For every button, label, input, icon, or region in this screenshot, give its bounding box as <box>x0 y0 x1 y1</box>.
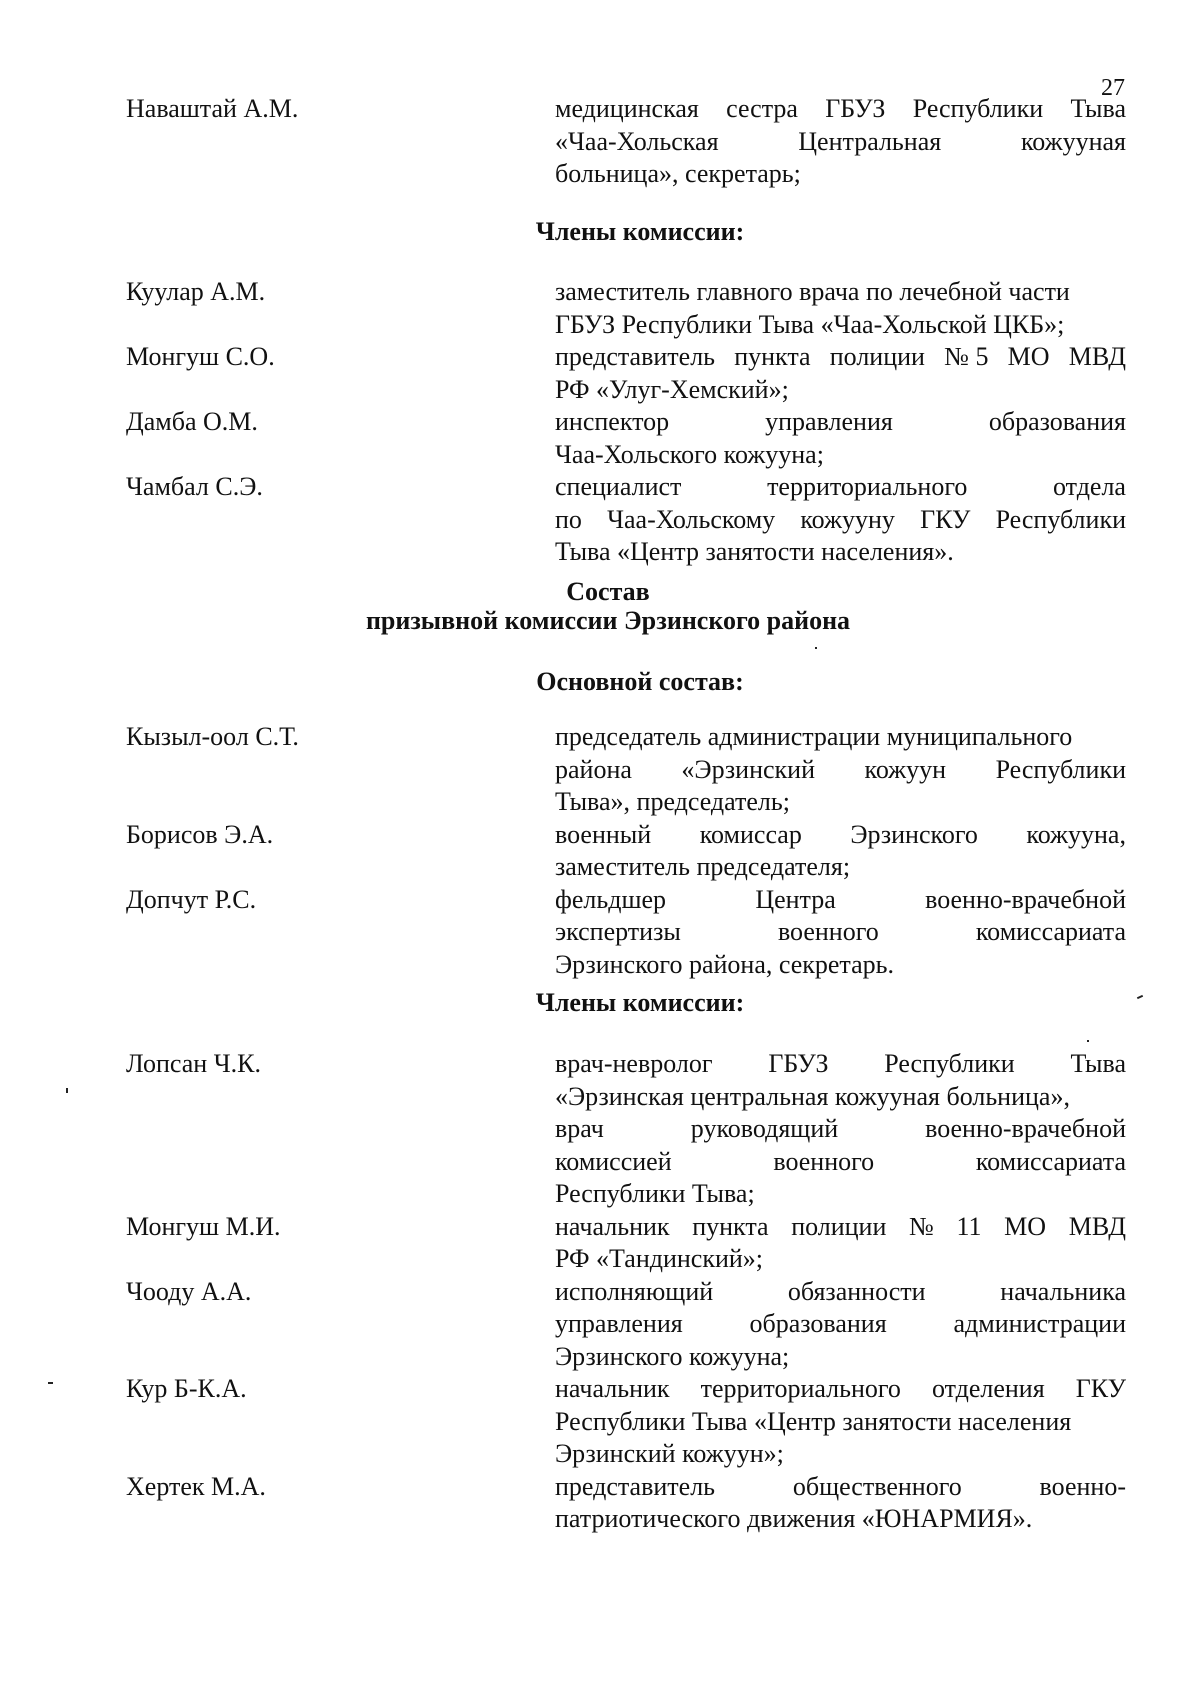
description-line <box>555 819 1126 852</box>
word: военно- <box>1039 1471 1126 1501</box>
description-line <box>555 1406 1126 1439</box>
member-entry <box>126 1048 1126 1211</box>
word: заместитель председателя; <box>555 852 851 881</box>
word: образования <box>749 1309 887 1338</box>
member-description <box>555 1471 1126 1536</box>
word: кожууная <box>1020 126 1126 156</box>
member-name: Лопсан Ч.К. <box>126 1049 261 1078</box>
word: кожууну <box>800 504 895 534</box>
word: Республики <box>912 94 1044 123</box>
word: № <box>909 1211 934 1241</box>
member-name: Дамба О.М. <box>126 407 258 436</box>
word: заместитель главного врача по лечебной части <box>555 277 1070 306</box>
page-number: 27 <box>1101 75 1125 101</box>
member-description <box>555 276 1126 341</box>
word: ГБУЗ <box>825 94 886 123</box>
member-name: Борисов Э.А. <box>126 819 274 849</box>
member-entry <box>126 471 1126 569</box>
word: ГБУЗ Республики Тыва «Чаа-Хольской ЦКБ»; <box>555 309 1065 339</box>
word: фельдшер <box>555 884 667 914</box>
member-description <box>555 819 1126 884</box>
word: МО <box>1004 1211 1047 1241</box>
description-line <box>555 786 1126 819</box>
word: военно-врачебной <box>925 884 1126 914</box>
member-description <box>555 721 1126 819</box>
word: комиссар <box>699 819 802 849</box>
word: МО <box>1007 342 1050 371</box>
word: Республики Тыва «Центр занятости населения <box>555 1406 1072 1436</box>
member-description <box>555 471 1126 569</box>
main-composition-list <box>126 721 1126 981</box>
member-entry <box>126 406 1126 471</box>
member-name: Наваштай А.М. <box>126 94 299 123</box>
description-line <box>555 439 1126 472</box>
member-name: Хертек М.А. <box>126 1471 266 1501</box>
word: начальник <box>555 1211 670 1241</box>
member-name: Кызыл-оол С.Т. <box>126 722 299 751</box>
word: Тыва <box>1070 94 1126 123</box>
word: территориального <box>700 1374 901 1403</box>
member-entry <box>126 93 1126 191</box>
description-line <box>555 406 1126 439</box>
word: руководящий <box>690 1114 839 1143</box>
word: Эрзинского кожууна; <box>555 1341 790 1371</box>
description-line <box>555 1373 1126 1406</box>
member-description <box>555 406 1126 471</box>
description-line <box>555 1341 1126 1374</box>
main-composition-heading: Основной состав: <box>536 667 744 696</box>
scan-speck <box>66 1088 68 1093</box>
word: Центра <box>755 884 836 914</box>
word: «Эрзинская центральная кожууная больница», <box>555 1081 1070 1111</box>
description-line <box>555 309 1126 342</box>
word: общественного <box>792 1471 962 1501</box>
word: кожууна, <box>1026 819 1126 849</box>
section-title: Состав <box>566 577 650 606</box>
member-entry <box>126 341 1126 406</box>
member-entry <box>126 884 1126 982</box>
word: РФ «Улуг-Хемский»; <box>555 374 789 404</box>
word: РФ «Тандинский»; <box>555 1244 764 1273</box>
word: специалист <box>555 472 682 501</box>
member-name: Куулар А.М. <box>126 277 266 306</box>
description-line <box>555 536 1126 569</box>
word: представитель <box>555 1471 716 1501</box>
member-entry <box>126 1373 1126 1471</box>
description-line <box>555 851 1126 884</box>
member-name: Монгуш М.И. <box>126 1211 281 1241</box>
description-line <box>555 504 1126 537</box>
word: врач <box>555 1114 604 1143</box>
word: начальника <box>1000 1276 1126 1306</box>
word: района <box>555 754 632 784</box>
description-line <box>555 754 1126 787</box>
member-entry <box>126 1471 1126 1536</box>
word: Тыва», председатель; <box>555 787 790 816</box>
word: ГКУ <box>1075 1374 1126 1403</box>
word: больница», секретарь; <box>555 159 801 188</box>
description-line <box>555 1178 1126 1211</box>
word: МВД <box>1068 1211 1126 1241</box>
description-line <box>555 93 1126 126</box>
member-name: Кур Б-К.А. <box>126 1374 247 1403</box>
word: Чаа-Хольскому <box>607 504 776 534</box>
word: Республики Тыва; <box>555 1179 755 1208</box>
member-entry <box>126 819 1126 884</box>
word: Тыва <box>1070 1049 1126 1078</box>
word: Эрзинского района, секретарь. <box>555 949 895 979</box>
member-entry <box>126 276 1126 341</box>
word: военного <box>773 1146 875 1176</box>
description-line <box>555 1276 1126 1309</box>
word: комиссариата <box>975 917 1126 946</box>
member-description <box>555 884 1126 982</box>
word: военно-врачебной <box>925 1114 1126 1143</box>
word: комиссией <box>555 1146 672 1176</box>
word: Эрзинского <box>850 819 978 849</box>
member-description <box>555 93 1126 191</box>
word: отдела <box>1053 472 1126 501</box>
members-heading: Члены комиссии: <box>535 217 745 246</box>
member-entry <box>126 721 1126 819</box>
word: пункта <box>692 1211 769 1241</box>
member-entry <box>126 1276 1126 1374</box>
description-line <box>555 1503 1126 1536</box>
description-line <box>555 1113 1126 1146</box>
description-line <box>555 374 1126 407</box>
member-name: Монгуш С.О. <box>126 342 275 371</box>
word: комиссариата <box>975 1146 1126 1176</box>
word: по <box>555 504 582 534</box>
word: территориального <box>767 472 968 501</box>
description-line <box>555 721 1126 754</box>
word: МВД <box>1068 342 1126 371</box>
word: Республики <box>884 1049 1015 1078</box>
members-list-erzin <box>126 1048 1126 1536</box>
scan-speck <box>815 647 817 649</box>
description-line <box>555 949 1126 982</box>
word: Республики <box>995 754 1126 784</box>
description-line <box>555 126 1126 159</box>
description-line <box>555 1243 1126 1276</box>
member-name: Чамбал С.Э. <box>126 472 263 501</box>
member-entry <box>126 1211 1126 1276</box>
word: отделения <box>931 1374 1045 1403</box>
word: «Чаа-Хольская <box>555 126 719 156</box>
word: обязанности <box>787 1276 926 1306</box>
word: полиции <box>829 342 925 371</box>
description-line <box>555 916 1126 949</box>
word: управления <box>765 407 893 436</box>
description-line <box>555 158 1126 191</box>
description-line <box>555 1308 1126 1341</box>
word: начальник <box>555 1374 670 1403</box>
word: Центральная <box>798 126 942 156</box>
section-subtitle: призывной комиссии Эрзинского района <box>365 606 851 635</box>
word: Республики <box>995 504 1126 534</box>
word: военного <box>777 917 879 946</box>
member-name: Допчут Р.С. <box>126 884 257 914</box>
description-line <box>555 1438 1126 1471</box>
word: образования <box>988 407 1126 436</box>
word: председатель администрации муниципального <box>555 722 1073 751</box>
description-line <box>555 1211 1126 1244</box>
description-line <box>555 1081 1126 1114</box>
word: сестра <box>726 94 798 123</box>
word: управления <box>555 1309 683 1338</box>
members-heading-erzin: Члены комиссии: <box>535 988 745 1017</box>
members-list-chaa-khol <box>126 276 1126 569</box>
secretary-block <box>126 93 1126 191</box>
description-line <box>555 341 1126 374</box>
word: медицинская <box>555 94 699 123</box>
word: врач-невролог <box>555 1049 713 1078</box>
word: пункта <box>734 342 811 371</box>
description-line <box>555 471 1126 504</box>
word: ГКУ <box>920 504 971 534</box>
member-description <box>555 1276 1126 1374</box>
word: Чаа-Хольского кожууна; <box>555 439 824 469</box>
member-description <box>555 1373 1126 1471</box>
word: ГБУЗ <box>768 1049 829 1078</box>
word: военный <box>555 819 652 849</box>
word: № 5 <box>944 342 989 371</box>
description-line <box>555 276 1126 309</box>
description-line <box>555 1471 1126 1504</box>
word: Тыва «Центр занятости населения». <box>555 537 954 566</box>
word: «Эрзинский <box>681 754 816 784</box>
word: исполняющий <box>555 1276 714 1306</box>
word: администрации <box>953 1309 1126 1338</box>
member-description <box>555 1211 1126 1276</box>
member-description <box>555 1048 1126 1211</box>
word: патриотического движения «ЮНАРМИЯ». <box>555 1504 1033 1533</box>
member-description <box>555 341 1126 406</box>
word: кожуун <box>864 754 947 784</box>
word: Эрзинский кожуун»; <box>555 1439 784 1468</box>
word: инспектор <box>555 407 670 436</box>
word: представитель <box>555 342 716 371</box>
description-line <box>555 884 1126 917</box>
word: экспертизы <box>555 917 681 946</box>
word: 11 <box>956 1211 982 1241</box>
scan-speck <box>48 1382 53 1384</box>
scan-speck <box>1087 1040 1089 1042</box>
member-name: Чооду А.А. <box>126 1276 252 1306</box>
description-line <box>555 1146 1126 1179</box>
description-line <box>555 1048 1126 1081</box>
word: полиции <box>791 1211 887 1241</box>
